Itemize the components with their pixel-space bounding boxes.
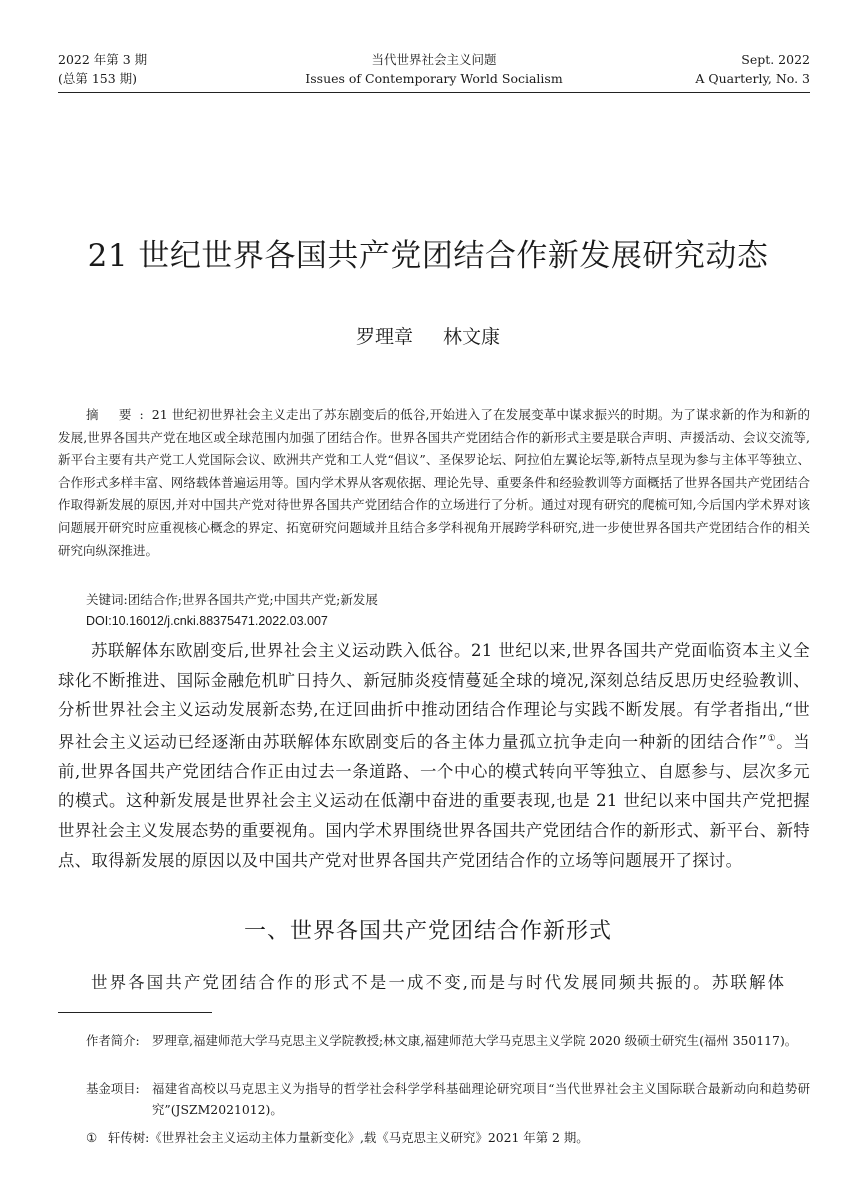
author-bio-label: 作者简介: [86, 1033, 140, 1048]
running-header [58, 50, 810, 90]
author-list [0, 322, 856, 349]
abstract [58, 404, 810, 562]
header-journal-name-cn: 当代世界社会主义问题 [371, 52, 497, 67]
abstract-label: 摘 要: [86, 407, 152, 422]
doi[interactable]: DOI:10.16012/j.cnki.88375471.2022.03.007 [86, 614, 328, 628]
header-journal-name-en: Issues of Contemporary World Socialism [305, 71, 563, 86]
footnote-1-mark: ① [86, 1130, 98, 1145]
funding-text: 福建省高校以马克思主义为指导的哲学社会科学学科基础理论研究项目“当代世界社会主义国际联合最新动向和趋势研究”(JSZM2021012)。 [152, 1081, 810, 1117]
section1-paragraph: 世界各国共产党团结合作的形式不是一成不变,而是与时代发展同频共振的。苏联解体 [91, 973, 787, 992]
abstract-text: 21 世纪初世界社会主义走出了苏东剧变后的低谷,开始进入了在发展变革中谋求振兴的时期。为了谋求新的作为和新的发展,世界各国共产党在地区或全球范围内加强了团结合作。世界各国共产党团结合作的新形式主要是联合声明、声援活动、会议交流等,新平台主要有共产党工人党国际会议、欧洲共产党和工人党“倡议”、圣保罗论坛、阿拉伯左翼论坛等,新特点呈现为参与主体平等独立、合作形式多样丰富、网络载体普遍运用等。国内学术界从客观依据、理论先导、重要条件和经验教训等方面概括了世界各国共产党团结合作取得新发展的原因,并对中国共产党对待世界各国共产党团结合作的立场进行了分析。通过对现有研究的爬梳可知,今后国内学术界对该问题展开研究时应重视核心概念的界定、拓宽研究问题域并且结合多学科视角开展跨学科研究,进一步使世界各国共产党团结合作的相关研究向纵深推进。 [58, 407, 811, 558]
header-date-info [695, 50, 810, 88]
footnote-1-text: 轩传树:《世界社会主义运动主体力量新变化》,载《马克思主义研究》2021 年第 2 期。 [108, 1130, 589, 1145]
header-quarterly-line: A Quarterly, No. 3 [695, 71, 810, 86]
funding-label: 基金项目: [86, 1081, 140, 1096]
keywords-text: 团结合作;世界各国共产党;中国共产党;新发展 [127, 592, 378, 607]
keywords-label: 关键词: [86, 592, 128, 607]
header-divider [58, 92, 810, 93]
intro-text-part2: 。当前,世界各国共产党团结合作正由过去一条道路、一个中心的模式转向平等独立、自愿参与、层次多元的模式。这种新发展是世界社会主义运动在低潮中奋进的重要表现,也是 21 世纪以来中国共产党把握世界社会主义发展态势的重要视角。国内学术界围绕世界各国共产党团结合作的新形式、新平台、新特点、取得新发展的原因以及中国共产党对世界各国共产党团结合作的立场等问题展开了探讨。 [58, 732, 810, 870]
footnote-divider [58, 1012, 212, 1013]
article-title: 21 世纪世界各国共产党团结合作新发展研究动态 [87, 238, 769, 274]
intro-text-part1: 苏联解体东欧剧变后,世界社会主义运动跌入低谷。21 世纪以来,世界各国共产党面临资本主义全球化不断推进、国际金融危机旷日持久、新冠肺炎疫情蔓延全球的境况,深刻总结反思历史经验教训、分析世界社会主义运动发展新态势,在迂回曲折中推动团结合作理论与实践不断发展。有学者指出,“世界社会主义运动已经逐渐由苏联解体东欧剧变后的各主体力量孤立抗争走向一种新的团结合作” [58, 641, 810, 752]
section-heading: 一、世界各国共产党团结合作新形式 [243, 919, 612, 944]
keywords [86, 589, 810, 611]
header-issue-line: 2022 年第 3 期 [58, 52, 148, 67]
header-date-line: Sept. 2022 [741, 52, 810, 67]
footnote-1 [86, 1127, 810, 1149]
author-name: 林文康 [443, 326, 501, 348]
footnote-ref-1[interactable]: ① [767, 733, 777, 744]
author-bio-text: 罗理章,福建师范大学马克思主义学院教授;林文康,福建师范大学马克思主义学院 2020 级硕士研究生(福州 350117)。 [152, 1033, 798, 1048]
header-total-issue-line: (总第 153 期) [58, 71, 138, 86]
author-bio-note [86, 1030, 810, 1074]
funding-note [86, 1078, 810, 1122]
intro-paragraph [58, 636, 810, 875]
author-name: 罗理章 [355, 326, 413, 348]
